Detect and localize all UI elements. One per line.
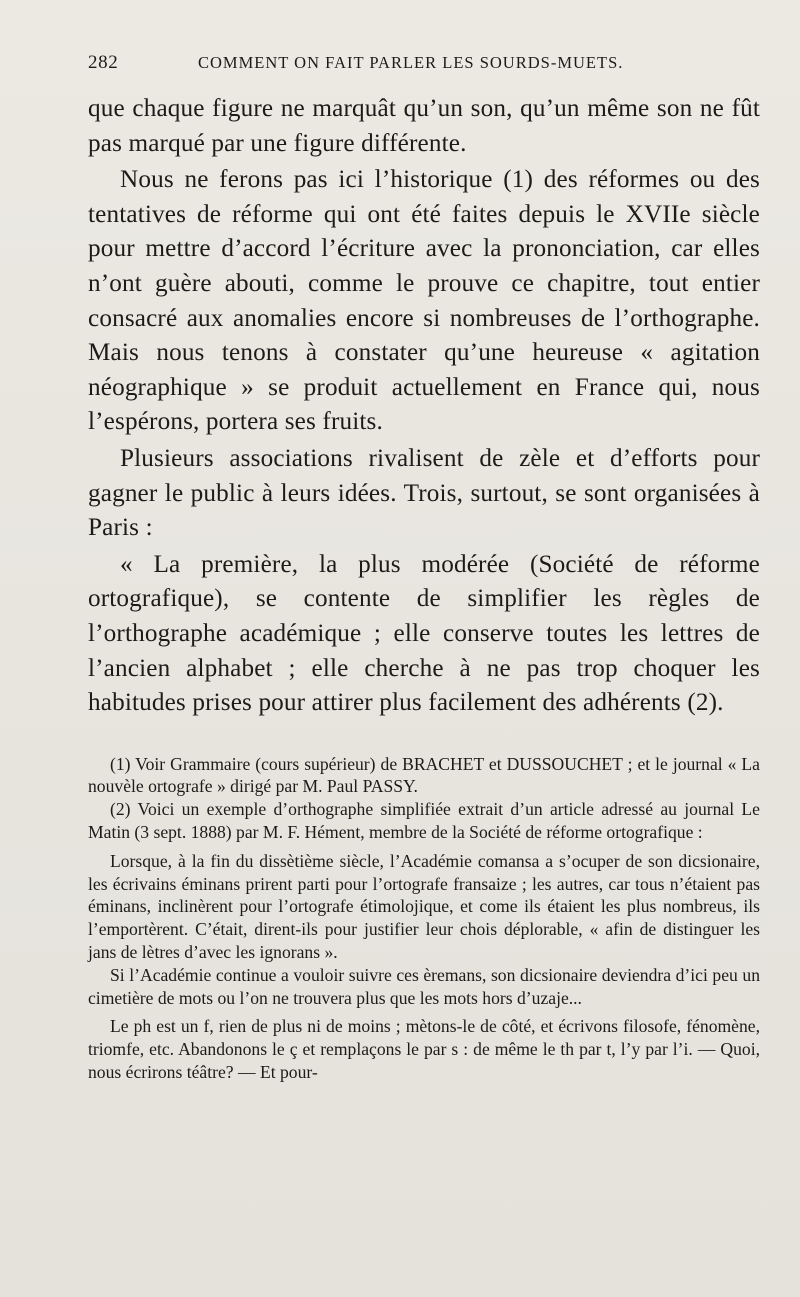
paragraph-associations: Plusieurs associations rivalisent de zèle et d’efforts pour gagner le public à leurs idées. Trois, surtout, se sont organisées à Paris :	[88, 444, 760, 542]
footnote-quote-paragraph: Le ph est un f, rien de plus ni de moins ; mètons-le de côté, et écrivons filosofe, fénomène, triomfe, etc. Abandonons le ç et remplaçons le par s : de même le th par t, l’y par l’i. — Quoi, nous écrirons téâtre? — Et pour-	[88, 1016, 760, 1083]
paragraph-continuation: que chaque figure ne marquât qu’un son, qu’un même son ne fût pas marqué par une figure différente.	[88, 95, 760, 157]
footnote-1: (1) Voir Grammaire (cours supérieur) de BRACHET et DUSSOUCHET ; et le journal « La nouvèle ortografe » dirigé par M. Paul PASSY.	[88, 753, 760, 797]
footnote-quote-paragraph: Si l’Académie continue a vouloir suivre ces èremans, son dicsionaire deviendra d’ici peu un cimetière de mots ou l’on ne trouvera plus que les mots hors d’uzaje...	[88, 964, 760, 1008]
main-text	[88, 92, 760, 721]
paragraph-first-association: « La première, la plus modérée (Société de réforme ortografique), se contente de simplifier les règles de l’orthographe académique ; elle conserve toutes les lettres de l’ancien alphabet ; elle cherche à ne pas trop choquer les habitudes prises pour attirer plus facilement des adhérents (2).	[88, 550, 760, 717]
footnote-quote-paragraph: Lorsque, à la fin du dissètième siècle, l’Académie comansa a s’ocuper de son dicsionaire, les écrivains éminans prirent parti pour l’ortografe fransaize ; les autres, car tous n’étaient pas éminans, inclinèrent pour l’ortografe étimolojique, et come ils étaient les plus nombreus, ils l’emportèrent. C’était, dirent-ils pour justifier leur chois déplorable, « afin de distinguer les jans de lètres d’avec les ignorans ».	[88, 850, 760, 963]
footnotes	[88, 753, 760, 1084]
footnote-2: (2) Voici un exemple d’orthographe simplifiée extrait d’un article adressé au journal Le Matin (3 sept. 1888) par M. F. Hément, membre de la Société de réforme ortografique :	[88, 799, 760, 843]
paragraph-reforms-history: Nous ne ferons pas ici l’historique (1) des réformes ou des tentatives de réforme qui ont été faites depuis le XVIIe siècle pour mettre d’accord l’écriture avec la prononciation, car elles n’ont guère abouti, comme le prouve ce chapitre, tout entier consacré aux anomalies encore si nombreuses de l’orthographe. Mais nous tenons à constater qu’une heureuse « agitation néographique » se produit actuellement en France qui, nous l’espérons, portera ses fruits.	[88, 166, 760, 436]
running-head	[88, 52, 760, 82]
running-title: COMMENT ON FAIT PARLER LES SOURDS-MUETS.	[198, 53, 624, 72]
page-number: 282	[88, 52, 119, 73]
